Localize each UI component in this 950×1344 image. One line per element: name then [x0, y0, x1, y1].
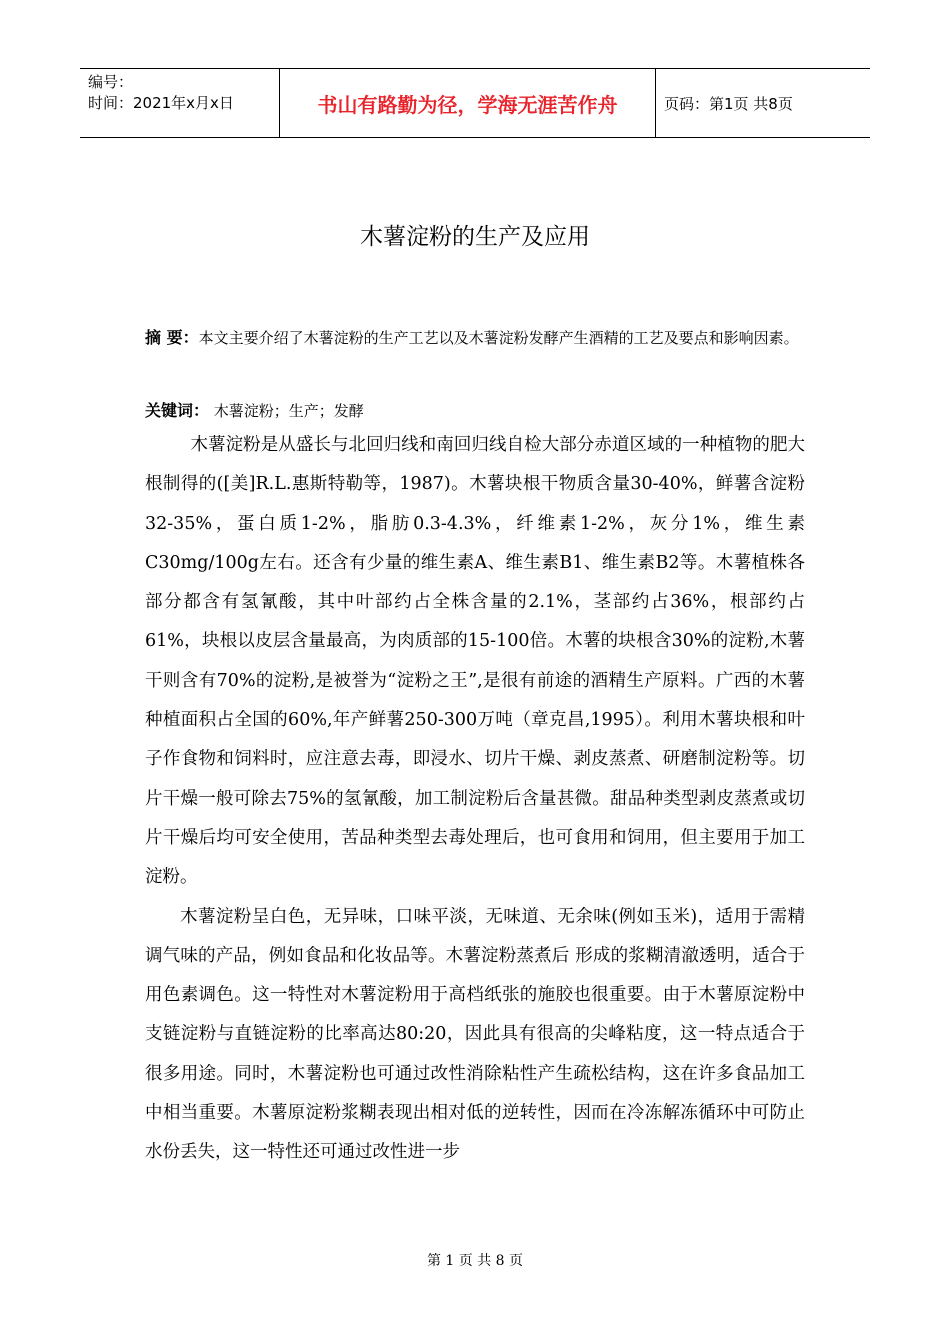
page-footer: 第 1 页 共 8 页 [426, 1253, 524, 1269]
header-page-info: 页码：第1页 共8页 [664, 94, 793, 113]
serial-label: 编号： [88, 73, 134, 91]
abstract-label: 摘 要： [145, 328, 199, 347]
date-label: 时间：2021年x月x日 [88, 94, 234, 112]
abstract [145, 322, 805, 354]
abstract-text: 本文主要介绍了木薯淀粉的生产工艺以及木薯淀粉发酵产生酒精的工艺及要点和影响因素。 [198, 329, 799, 347]
keywords-label: 关键词： [145, 401, 210, 420]
keywords-text: 木薯淀粉；生产；发酵 [209, 402, 364, 420]
keywords [145, 398, 805, 421]
paragraph: 木薯淀粉呈白色，无异味，口味平淡，无味道、无余味(例如玉米)，适用于需精调气味的产品，例如食品和化妆品等。木薯淀粉蒸煮后 形成的浆糊清澈透明，适合于用色素调色。这一特性对木薯淀粉用于高档纸张的施胶也很重要。由于木薯原淀粉中支链淀粉与直链淀粉的比率高达80:20，因此具有很高的尖峰粘度，这一特点适合于很多用途。同时，木薯淀粉也可通过改性消除粘性产生疏松结构，这在许多食品加工中相当重要。木薯原淀粉浆糊表现出相对低的逆转性，因而在冷冻解冻循环中可防止水份丢失，这一特性还可通过改性进一步 [145, 906, 805, 1163]
header-meta [80, 69, 280, 137]
document-title: 木薯淀粉的生产及应用 [360, 224, 590, 250]
paragraph: 木薯淀粉是从盛长与北回归线和南回归线自检大部分赤道区域的一种植物的肥大根制得的([美]R.L.惠斯特勒等，1987)。木薯块根干物质含量30-40%，鲜薯含淀粉32-35%，蛋白质1-2%，脂肪0.3-4.3%，纤维素1-2%，灰分1%，维生素C30mg/100g左右。还含有少量的维生素A、维生素B1、维生素B2等。木薯植株各部分都含有氢氰酸，其中叶部约占全株含量的2.1%，茎部约占36%，根部约占61%，块根以皮层含量最高，为肉质部的15-100倍。木薯的块根含30%的淀粉,木薯干则含有70%的淀粉,是被誉为“淀粉之王”,是很有前途的酒精生产原料。广西的木薯种植面积占全国的60%,年产鲜薯250-300万吨（章克昌,1995）。利用木薯块根和叶子作食物和饲料时，应注意去毒，即浸水、切片干燥、剥皮蒸煮、研磨制淀粉等。切片干燥一般可除去75%的氢氰酸，加工制淀粉后含量甚微。甜品种类型剥皮蒸煮或切片干燥后均可安全使用，苦品种类型去毒处理后，也可食用和饲用，但主要用于加工淀粉。 [145, 435, 805, 888]
body-text [145, 426, 805, 1173]
page-header [80, 68, 870, 138]
header-motto: 书山有路勤为径，学海无涯苦作舟 [280, 69, 656, 137]
